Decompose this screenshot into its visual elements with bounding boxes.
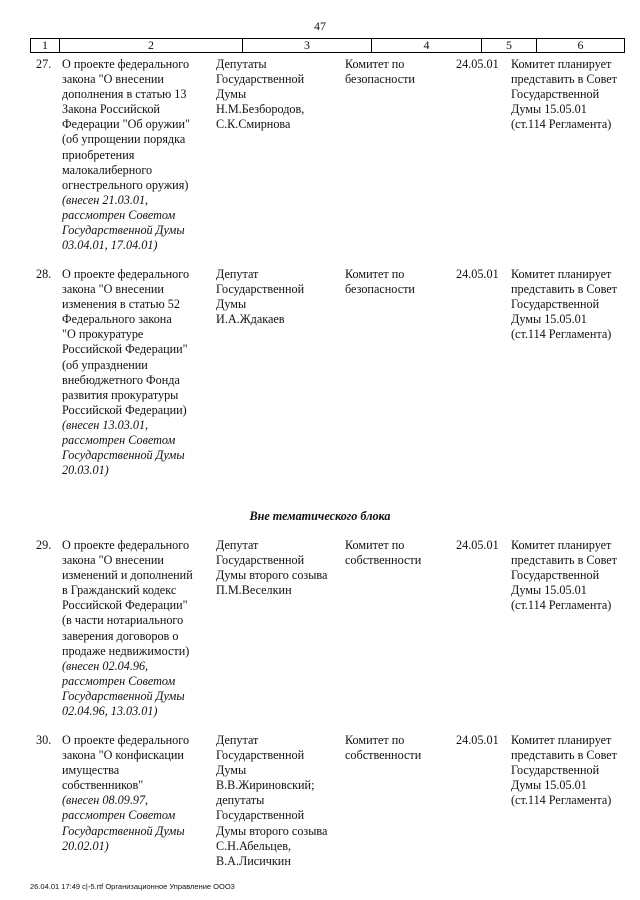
description-line: (об упразднении [62,357,148,372]
description-line: Федерального закона [62,312,172,327]
description-line: продаже недвижимости) [62,643,190,658]
author-line: Депутат [216,733,259,747]
column-header-row [30,38,625,53]
author-line: Государственной [216,748,305,763]
description-line: "О прокуратуре [62,327,144,342]
author-line: С.К.Смирнова [216,117,291,132]
submission-note-line: (внесен 21.03.01, [62,192,149,207]
submission-note-line: 03.04.01, 17.04.01) [62,238,158,253]
submission-note-line: Государственной Думы [62,688,185,703]
author-line: П.М.Веселкин [216,583,292,598]
description-line: имущества [62,763,120,778]
status-line: Думы 15.05.01 [511,102,587,117]
bill-authors [216,57,344,132]
description-line: Федерации "Об оружии" [62,117,191,132]
status-line: Комитет планирует [511,538,612,552]
review-date: 24.05.01 [456,538,499,552]
committee-line: безопасности [345,72,415,87]
review-date: 24.05.01 [456,57,499,71]
description-line: в Гражданский кодекс [62,583,177,598]
column-header-2: 2 [60,39,243,52]
author-line: В.А.Лисичкин [216,853,291,868]
bill-authors [216,733,344,869]
committee-line: безопасности [345,282,415,297]
description-line: (в части нотариального [62,613,184,628]
row-number: 27. [36,57,52,71]
footer-info: 26.04.01 17:49 c|-5.rtf Организационное Управление ООО3 [30,882,235,891]
column-header-6: 6 [577,38,584,52]
bill-description [62,57,212,253]
author-line: депутаты [216,793,265,808]
description-line: закона "О внесении [62,72,164,87]
committee-line: собственности [345,748,422,763]
author-line: Государственной [216,553,305,568]
bill-authors [216,267,344,327]
description-line: закона "О внесении [62,282,164,297]
responsible-committee [345,57,450,87]
description-line: заверения договоров о [62,628,179,643]
committee-status [511,267,631,342]
bill-description [62,267,212,478]
description-line: О проекте федерального [62,733,190,747]
description-line: изменений и дополнений [62,568,193,583]
author-line: Н.М.Безбородов, [216,102,305,117]
description-line: дополнения в статью 13 [62,87,187,102]
description-line: собственников" [62,778,144,793]
column-header-5: 5 [482,39,537,52]
description-line: изменения в статью 52 [62,297,180,312]
description-line: внебюджетного Фонда [62,372,180,387]
status-line: (ст.114 Регламента) [511,598,612,613]
description-line: закона "О внесении [62,553,164,568]
description-line: О проекте федерального [62,538,190,552]
description-line: малокалиберного [62,162,153,177]
description-line: огнестрельного оружия) [62,177,189,192]
status-line: (ст.114 Регламента) [511,117,612,132]
status-line: Государственной [511,297,600,312]
author-line: Думы второго созыва [216,568,328,583]
responsible-committee [345,267,450,297]
author-line: С.Н.Абельцев, [216,838,292,853]
page-number: 47 [314,19,326,33]
review-date: 24.05.01 [456,733,499,747]
status-line: (ст.114 Регламента) [511,793,612,808]
bill-authors [216,538,344,598]
status-line: представить в Совет [511,72,618,87]
status-line: Комитет планирует [511,57,612,71]
description-line: развития прокуратуры [62,387,179,402]
submission-note-line: рассмотрен Советом [62,433,176,448]
description-line: Российской Федерации) [62,402,187,417]
author-line: Думы [216,763,247,778]
submission-note-line: (внесен 02.04.96, [62,658,149,673]
responsible-committee [345,733,450,763]
description-line: приобретения [62,147,135,162]
submission-note-line: 20.03.01) [62,463,109,478]
author-line: И.А.Ждакаев [216,312,285,327]
status-line: (ст.114 Регламента) [511,327,612,342]
committee-status [511,733,631,808]
column-header-3: 3 [243,39,372,52]
row-number: 28. [36,267,52,281]
status-line: Государственной [511,763,600,778]
description-line: О проекте федерального [62,57,190,71]
committee-line: Комитет по [345,538,405,552]
description-line: (об упрощении порядка [62,132,186,147]
author-line: Государственной [216,282,305,297]
submission-note-line: рассмотрен Советом [62,808,176,823]
submission-note-line: Государственной Думы [62,223,185,238]
description-line: Российской Федерации" [62,342,188,357]
author-line: Депутаты [216,57,267,71]
status-line: Думы 15.05.01 [511,312,587,327]
committee-line: собственности [345,553,422,568]
committee-line: Комитет по [345,267,405,281]
author-line: Думы второго созыва [216,823,328,838]
column-header-4: 4 [372,39,482,52]
description-line: Закона Российской [62,102,160,117]
status-line: Думы 15.05.01 [511,778,587,793]
row-number: 30. [36,733,52,747]
author-line: Государственной [216,808,305,823]
responsible-committee [345,538,450,568]
column-header-1: 1 [31,39,60,52]
status-line: представить в Совет [511,282,618,297]
status-line: представить в Совет [511,748,618,763]
submission-note-line: 02.04.96, 13.03.01) [62,704,158,719]
author-line: Думы [216,297,247,312]
status-line: Комитет планирует [511,733,612,747]
status-line: представить в Совет [511,553,618,568]
submission-note-line: 20.02.01) [62,838,109,853]
description-line: закона "О конфискации [62,748,184,763]
section-title: Вне тематического блока [249,509,391,523]
status-line: Комитет планирует [511,267,612,281]
committee-status [511,538,631,613]
bill-description [62,538,212,719]
submission-note-line: Государственной Думы [62,823,185,838]
author-line: Государственной [216,72,305,87]
description-line: О проекте федерального [62,267,190,281]
author-line: Депутат [216,538,259,552]
submission-note-line: рассмотрен Советом [62,207,176,222]
author-line: Думы [216,87,247,102]
author-line: В.В.Жириновский; [216,778,315,793]
row-number: 29. [36,538,52,552]
author-line: Депутат [216,267,259,281]
submission-note-line: Государственной Думы [62,448,185,463]
status-line: Государственной [511,568,600,583]
submission-note-line: (внесен 08.09.97, [62,793,149,808]
status-line: Государственной [511,87,600,102]
bill-description [62,733,212,854]
submission-note-line: рассмотрен Советом [62,673,176,688]
submission-note-line: (внесен 13.03.01, [62,417,149,432]
description-line: Российской Федерации" [62,598,188,613]
committee-line: Комитет по [345,733,405,747]
review-date: 24.05.01 [456,267,499,281]
committee-status [511,57,631,132]
status-line: Думы 15.05.01 [511,583,587,598]
committee-line: Комитет по [345,57,405,71]
